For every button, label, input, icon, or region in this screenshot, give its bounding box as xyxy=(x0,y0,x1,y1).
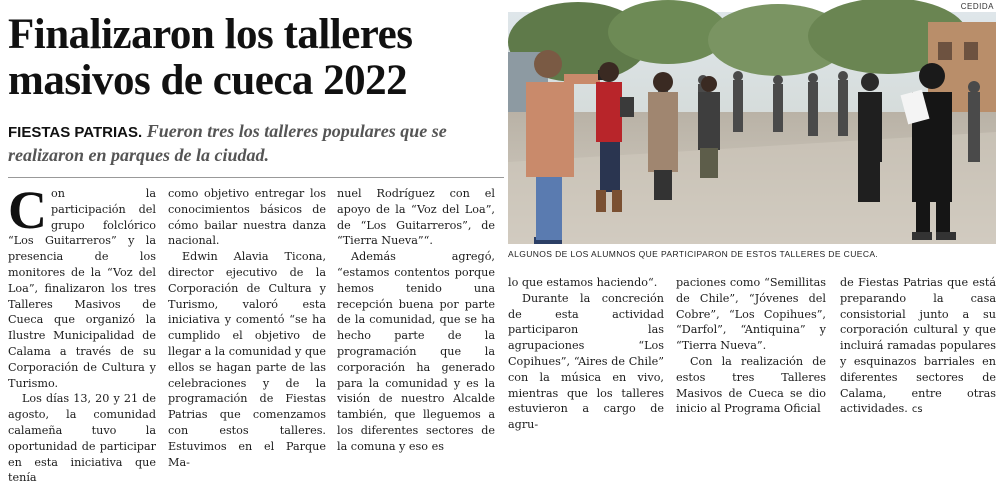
article-photo xyxy=(508,12,996,244)
body-column-5 xyxy=(676,275,826,417)
paragraph xyxy=(840,275,996,418)
paragraph-text: on la participación del grupo folclórico “Los Guitarreros” y la presencia de los monitores de la “Voz del Loa”, finalizaron los tres Talleres Masivos de Cueca que organizó la Ilustre Municipalidad de Calama a través de su Corporación de Cultura y Turismo. xyxy=(8,187,156,390)
paragraph-text: de Fiestas Patrias que está preparando la casa consistorial junto a su corporación cultural y que incluirá ramadas populares y esquinazos barriales en diferentes sectores de Calama, entre otras actividades. xyxy=(840,276,996,416)
body-column-6 xyxy=(840,275,996,418)
paragraph: lo que estamos haciendo“. xyxy=(508,276,658,289)
body-column-3 xyxy=(337,186,495,455)
paragraph xyxy=(8,180,156,391)
paragraph: Con la realización de estos tres Talleres Masivos de Cueca se dio inicio al Programa Oficial xyxy=(676,354,826,416)
paragraph: nuel Rodríguez con el apoyo de la “Voz del Loa”, de “Los Guitarreros”, de “Tierra Nueva”“. xyxy=(337,187,495,248)
paragraph: paciones como “Semillitas de Chile”, “Jóvenes del Cobre”, “Los Copihues”, “Darfol”, “Antiquina” y “Tierra Nueva”. xyxy=(676,276,826,353)
body-column-1 xyxy=(8,180,156,486)
paragraph: Los días 13, 20 y 21 de agosto, la comunidad calameña tuvo la oportunidad de participar en esta iniciativa que tenía xyxy=(8,392,156,485)
lede: Fueron tres los talleres populares que se realizaron en parques de la ciudad. xyxy=(8,121,447,165)
photo-caption: ALGUNOS DE LOS ALUMNOS QUE PARTICIPARON DE ESTOS TALLERES DE CUECA. xyxy=(508,249,879,259)
paragraph: Edwin Alavia Ticona, director ejecutivo de la Corporación de Cultura y Turismo, valoró esta iniciativa y comentó “se ha cumplido el objetivo de llegar a la comunidad y que ellos se hagan parte de las celebraciones y de la programación de Fiestas Patrias que comenzamos con estos talleres. Estuvimos en el Parque Ma- xyxy=(168,250,326,469)
dropcap: C xyxy=(8,180,47,240)
end-mark: cs xyxy=(911,404,923,416)
kicker: FIESTAS PATRIAS. xyxy=(8,124,143,141)
deck xyxy=(8,120,503,167)
photo-credit: CEDIDA xyxy=(960,2,994,11)
body-column-4 xyxy=(508,275,664,433)
paragraph: Además agregó, “estamos contentos porque hemos tenido una recepción buena por parte de la comunidad, que se ha hecho parte de la programación que la corporación ha generado para la comunidad y es la visión de nuestro Alcalde también, que lleguemos a los diferentes sectores de la comuna y eso es xyxy=(337,250,495,453)
headline: Finalizaron los talleres masivos de cueca 2022 xyxy=(8,11,413,104)
body-column-2 xyxy=(168,186,326,470)
paragraph: como objetivo entregar los conocimientos básicos de cómo bailar nuestra danza nacional. xyxy=(168,187,326,248)
divider xyxy=(8,177,504,178)
cueca-workshop-photo xyxy=(508,12,996,244)
paragraph: Durante la concreción de esta actividad participaron las agrupaciones “Los Copihues”, “Aires de Chile” con la música en vivo, mientras que los talleres estuvieron a cargo de agru- xyxy=(508,291,664,432)
